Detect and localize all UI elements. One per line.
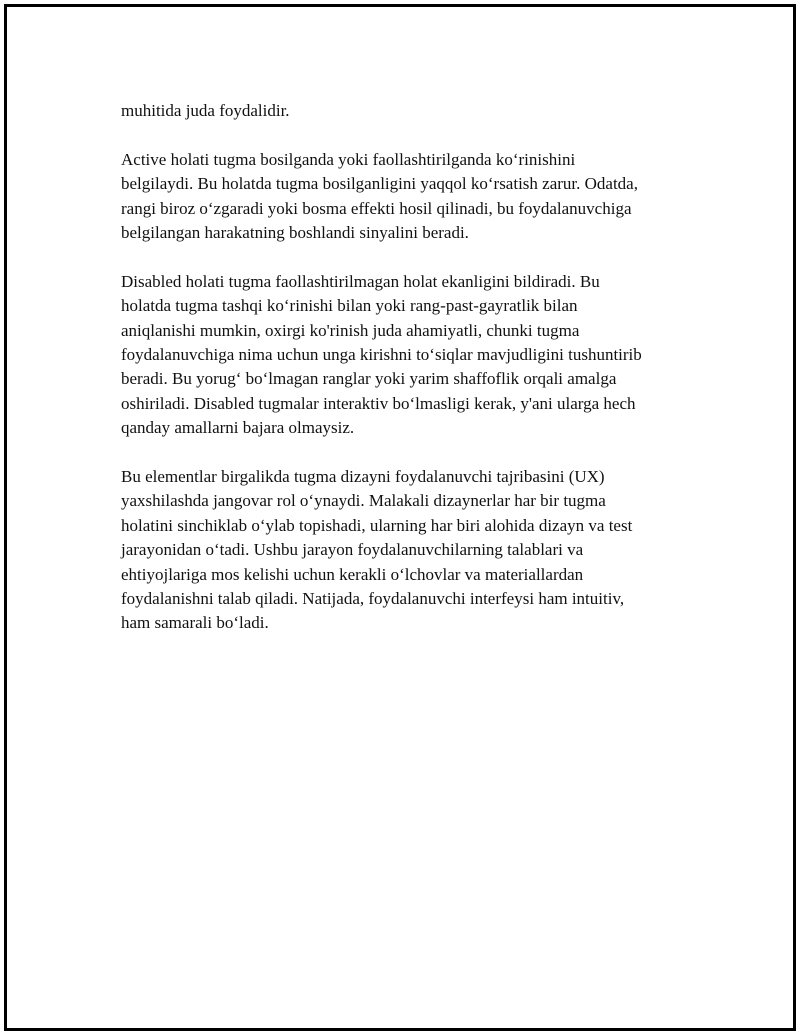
paragraph-intro-continuation: muhitida juda foydalidir. <box>121 101 290 120</box>
document-page <box>4 4 796 1031</box>
paragraph-active-state: Active holati tugma bosilganda yoki faollashtirilganda ko‘rinishini belgilaydi. Bu holatda tugma bosilganligini yaqqol ko‘rsatish zarur. Odatda, rangi biroz o‘zgaradi yoki bosma effekti hosil qilinadi, bu foydalanuvchiga belgilangan harakatning boshlandi sinyalini beradi. <box>121 149 638 243</box>
paragraph-disabled-state: Disabled holati tugma faollashtirilmagan holat ekanligini bildiradi. Bu holatda tugma tashqi ko‘rinishi bilan yoki rang-past-gayratlik bilan aniqlanishi mumkin, oxirgi ko'rinish juda ahamiyatli, chunki tugma foydalanuvchiga nima uchun unga kirishni to‘siqlar mavjudligini tushuntirib beradi. Bu yorug‘ bo‘lmagan ranglar yoki yarim shaffoflik orqali amalga oshiriladi. Disabled tugmalar interaktiv bo‘lmasligi kerak, y'ani ularga hech qanday amallarni bajara olmaysiz. <box>121 271 642 438</box>
page-body <box>121 99 701 660</box>
paragraph-ux-summary: Bu elementlar birgalikda tugma dizayni foydalanuvchi tajribasini (UX) yaxshilashda jangovar rol o‘ynaydi. Malakali dizaynerlar har bir tugma holatini sinchiklab o‘ylab topishadi, ularning har biri alohida dizayn va test jarayonidan o‘tadi. Ushbu jarayon foydalanuvchilarning talablari va ehtiyojlariga mos kelishi uchun kerakli o‘lchovlar va materiallardan foydalanishni talab qiladi. Natijada, foydalanuvchi interfeysi ham intuitiv, ham samarali bo‘ladi. <box>121 467 633 633</box>
